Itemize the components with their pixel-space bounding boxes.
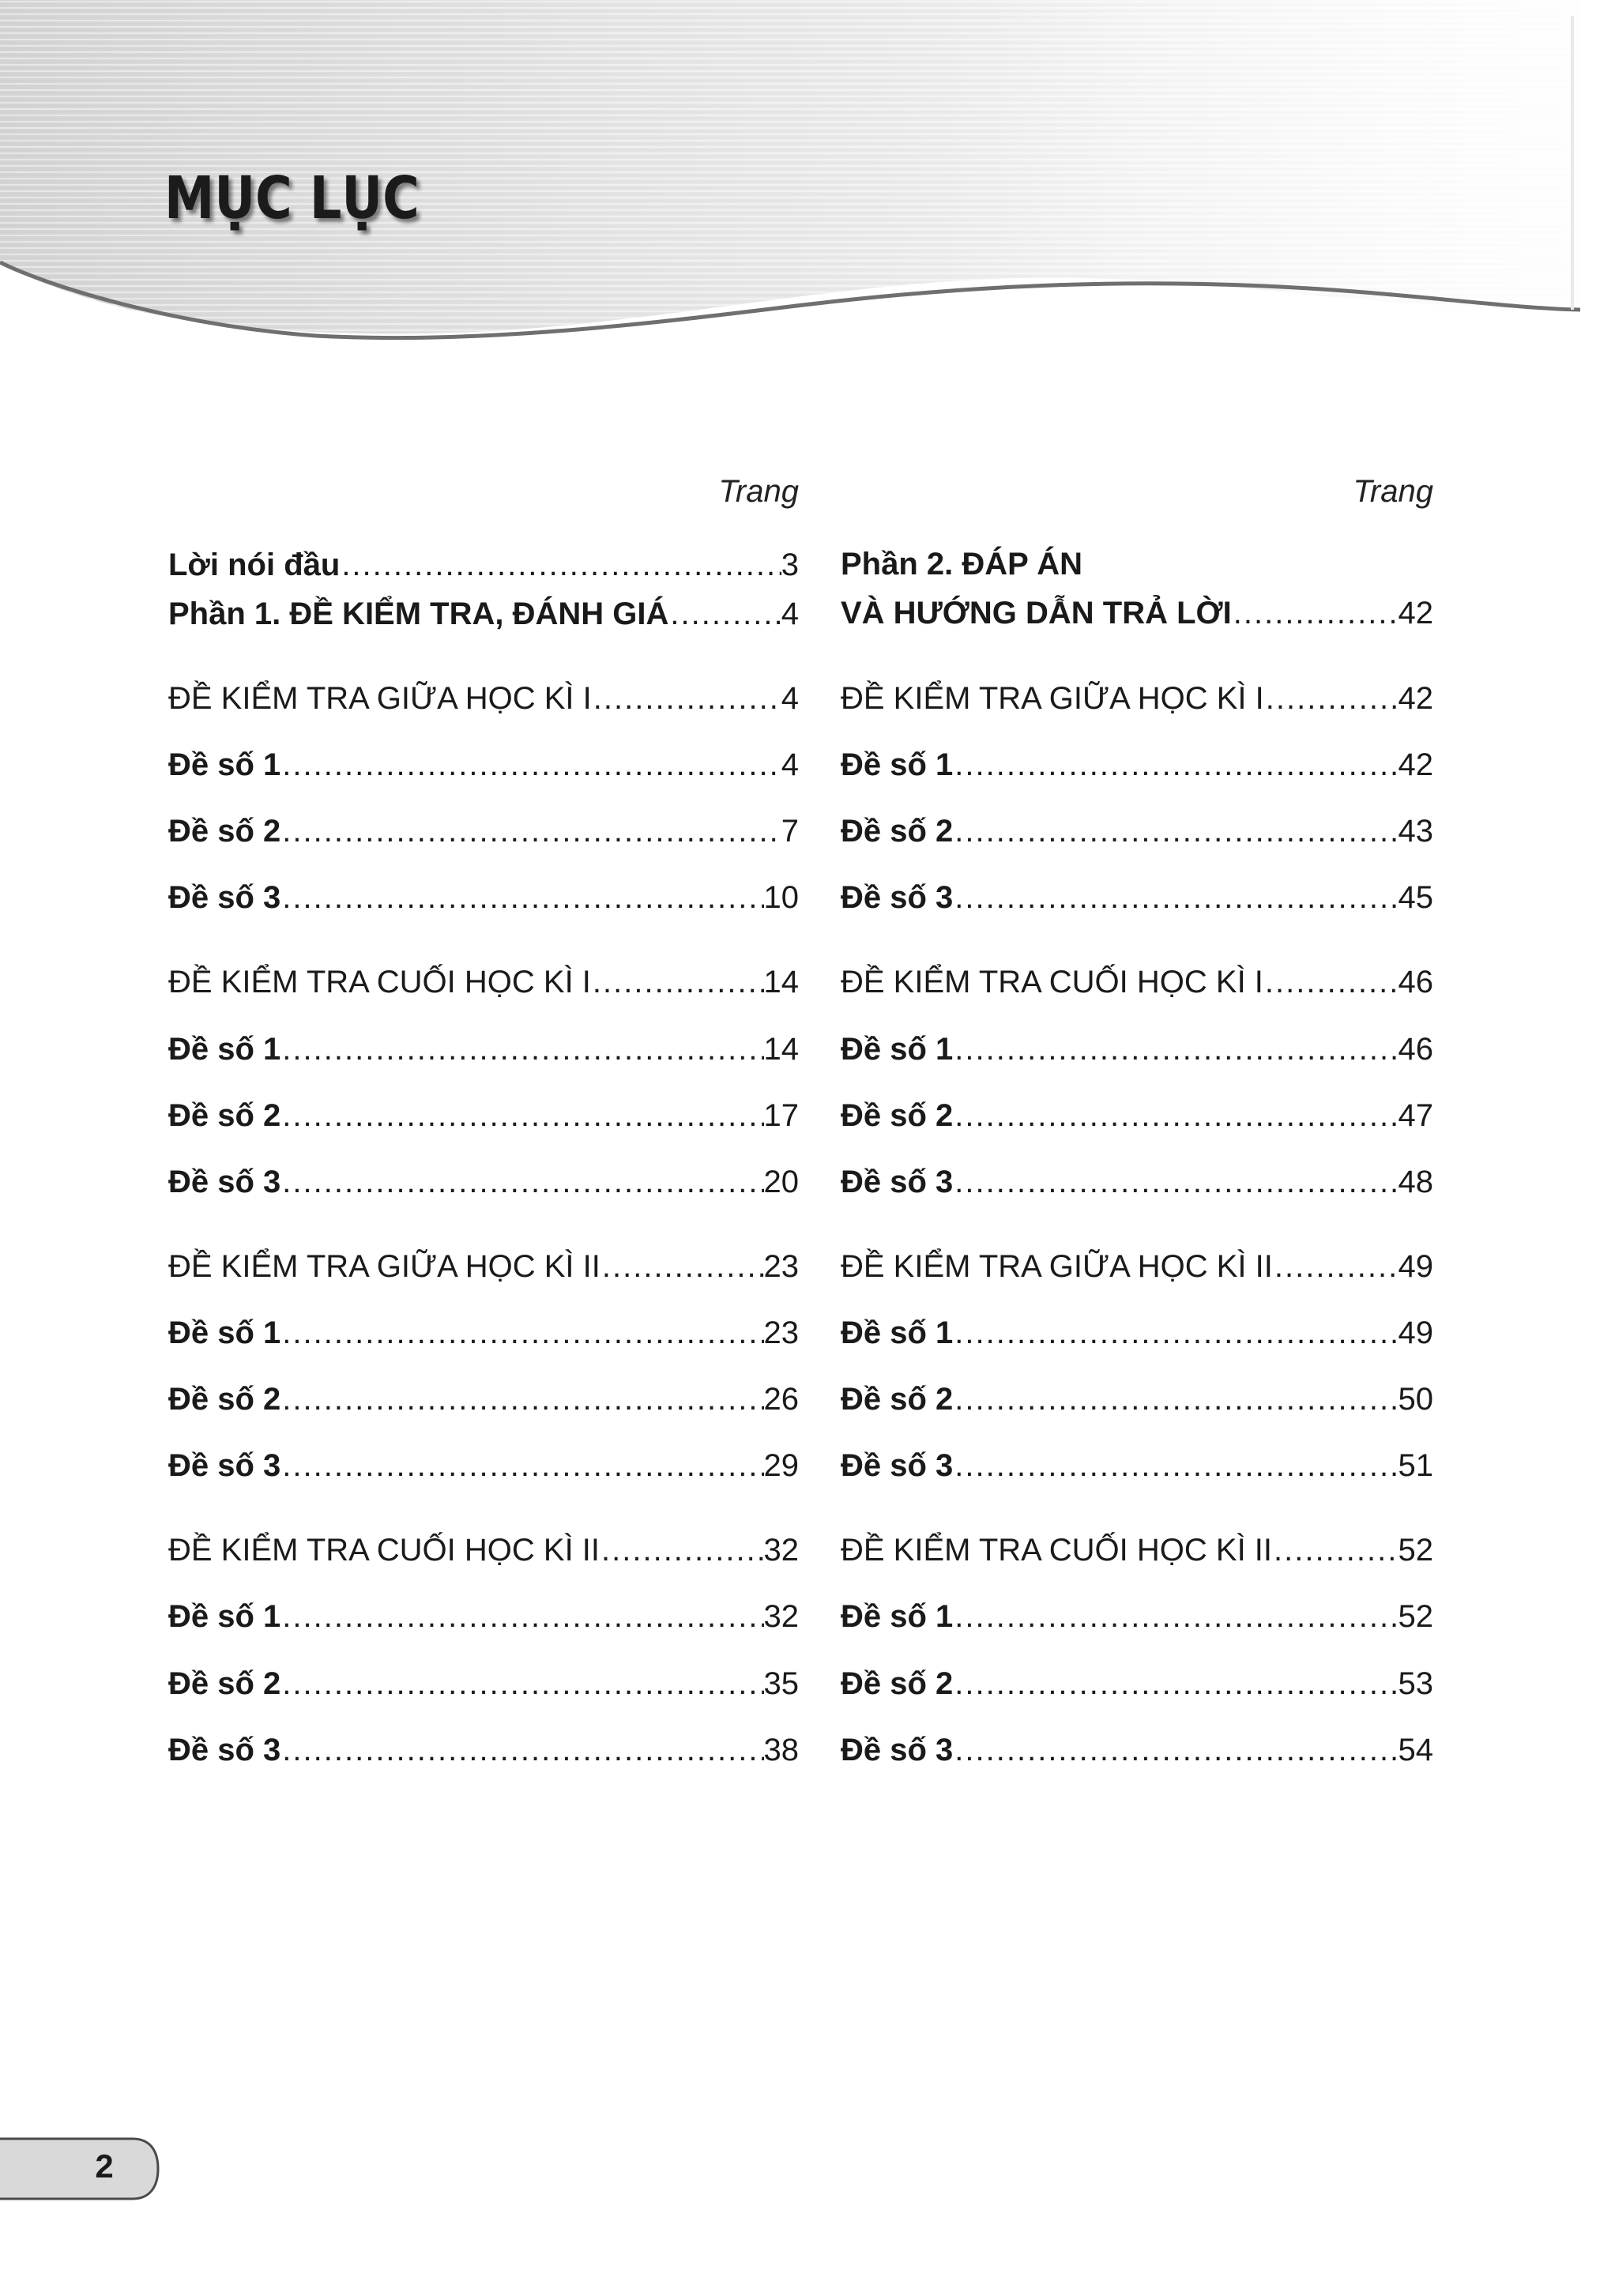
toc-entry-page: 52 xyxy=(1398,1599,1433,1634)
toc-entry-title: Đề số 3 xyxy=(168,1448,281,1483)
dot-leader xyxy=(280,1030,763,1068)
toc-entry-page: 47 xyxy=(1398,1098,1433,1133)
toc-entry-title: ĐỀ KIỂM TRA GIỮA HỌC KÌ II xyxy=(168,1249,600,1284)
toc-entry-title: VÀ HƯỚNG DẪN TRẢ LỜI xyxy=(841,596,1232,630)
toc-entry-page: 49 xyxy=(1398,1249,1433,1284)
dot-leader xyxy=(953,1314,1398,1352)
toc-entry xyxy=(168,1665,799,1703)
toc-entry-page: 4 xyxy=(781,681,799,716)
dot-leader xyxy=(953,1447,1398,1485)
toc-entry-page: 4 xyxy=(781,597,799,631)
toc-entry-page: 48 xyxy=(1398,1165,1433,1199)
toc-entry-title: ĐỀ KIỂM TRA CUỐI HỌC KÌ I xyxy=(841,965,1263,999)
dot-leader xyxy=(953,1598,1398,1635)
toc-entry-page: 35 xyxy=(763,1666,799,1701)
toc-entry-title: Đề số 3 xyxy=(168,1165,281,1199)
dot-leader xyxy=(953,1380,1398,1418)
toc-entry xyxy=(168,679,799,717)
dot-leader xyxy=(591,963,764,1001)
toc-entry xyxy=(168,1097,799,1135)
dot-leader xyxy=(953,812,1398,850)
dot-leader xyxy=(280,1598,763,1635)
toc-entry-page: 20 xyxy=(763,1165,799,1199)
toc-entry-title: ĐỀ KIỂM TRA CUỐI HỌC KÌ II xyxy=(841,1533,1273,1568)
toc-entry-title: ĐỀ KIỂM TRA GIỮA HỌC KÌ II xyxy=(841,1249,1273,1284)
toc-entry xyxy=(841,594,1433,632)
toc-entry-title: Đề số 1 xyxy=(168,747,281,782)
toc-entry-page: 26 xyxy=(763,1382,799,1417)
toc-entry xyxy=(841,1097,1433,1135)
toc-entry-title: ĐỀ KIỂM TRA CUỐI HỌC KÌ I xyxy=(168,965,591,999)
dot-leader xyxy=(280,1731,763,1769)
toc-entry-page: 14 xyxy=(763,1032,799,1067)
toc-entry-page: 17 xyxy=(763,1098,799,1133)
toc-entry-page: 38 xyxy=(763,1733,799,1767)
dot-leader xyxy=(953,1731,1398,1769)
toc-entry-title: Lời nói đầu xyxy=(168,548,341,582)
dot-leader xyxy=(953,879,1398,917)
toc-entry xyxy=(841,1248,1433,1285)
toc-entry xyxy=(841,1030,1433,1068)
dot-leader xyxy=(280,812,781,850)
toc-entry xyxy=(841,1163,1433,1201)
toc-entry-page: 3 xyxy=(781,548,799,582)
toc-entry-page: 53 xyxy=(1398,1666,1433,1701)
toc-entry-title: Đề số 3 xyxy=(168,1733,281,1767)
dot-leader xyxy=(592,679,781,717)
dot-leader xyxy=(280,1380,763,1418)
toc-entry-page: 32 xyxy=(763,1533,799,1568)
page-title: MỤC LỤC xyxy=(164,164,420,232)
toc-entry-title: Đề số 2 xyxy=(168,1382,281,1417)
toc-entry xyxy=(168,1030,799,1068)
toc-entry xyxy=(841,1380,1433,1418)
page-column-label: Trang xyxy=(718,474,799,509)
toc-entry-title: Đề số 2 xyxy=(841,1098,954,1133)
dot-leader xyxy=(1232,594,1399,632)
dot-leader xyxy=(280,1097,763,1135)
toc-entry-page: 50 xyxy=(1398,1382,1433,1417)
dot-leader xyxy=(1264,679,1399,717)
toc-entry xyxy=(841,812,1433,850)
toc-entry xyxy=(168,1447,799,1485)
dot-leader xyxy=(280,1163,763,1201)
toc-entry xyxy=(168,812,799,850)
toc-entry-page: 46 xyxy=(1398,965,1433,999)
dot-leader xyxy=(280,1447,763,1485)
toc-entry xyxy=(841,1598,1433,1635)
toc-entry xyxy=(168,1380,799,1418)
dot-leader xyxy=(1263,963,1399,1001)
toc-entry-title: Đề số 3 xyxy=(841,1165,954,1199)
dot-leader xyxy=(340,546,781,584)
toc-entry xyxy=(841,1314,1433,1352)
dot-leader xyxy=(1272,1531,1398,1569)
toc-entry xyxy=(168,963,799,1001)
toc-entry-page: 52 xyxy=(1398,1533,1433,1568)
toc-entry-title: Đề số 1 xyxy=(168,1599,281,1634)
toc-entry xyxy=(841,679,1433,717)
dot-leader xyxy=(953,1097,1398,1135)
toc-entry xyxy=(841,963,1433,1001)
toc-entry xyxy=(841,1531,1433,1569)
toc-entry-page: 42 xyxy=(1398,681,1433,716)
toc-entry xyxy=(168,1531,799,1569)
dot-leader xyxy=(1273,1248,1399,1285)
toc-entry xyxy=(168,1731,799,1769)
toc-entry-page: 10 xyxy=(763,880,799,915)
toc-entry xyxy=(168,546,799,584)
toc-entry xyxy=(168,1598,799,1635)
toc-entry-page: 4 xyxy=(781,747,799,782)
page-column-label: Trang xyxy=(1353,474,1433,509)
dot-leader xyxy=(280,1665,763,1703)
toc-entry-title: Đề số 3 xyxy=(841,1733,954,1767)
toc-entry-title: Đề số 1 xyxy=(841,1032,954,1067)
toc-entry xyxy=(168,746,799,784)
dot-leader xyxy=(280,746,781,784)
toc-entry-title: Đề số 3 xyxy=(841,1448,954,1483)
toc-entry-page: 14 xyxy=(763,965,799,999)
toc-entry-page: 29 xyxy=(763,1448,799,1483)
toc-entry-page: 43 xyxy=(1398,814,1433,849)
toc-entry-title: Đề số 2 xyxy=(168,814,281,849)
toc-entry-title: Đề số 1 xyxy=(168,1315,281,1350)
dot-leader xyxy=(953,1665,1398,1703)
toc-entry xyxy=(841,1447,1433,1485)
toc-entry-title: Phần 1. ĐỀ KIỂM TRA, ĐÁNH GIÁ xyxy=(168,597,669,631)
toc-entry xyxy=(168,1314,799,1352)
toc-entry-title: Đề số 1 xyxy=(168,1032,281,1067)
toc-entry xyxy=(841,1731,1433,1769)
toc-entry xyxy=(841,746,1433,784)
toc-entry-page: 32 xyxy=(763,1599,799,1634)
toc-entry-page: 51 xyxy=(1398,1448,1433,1483)
toc-entry-title: Đề số 2 xyxy=(168,1098,281,1133)
toc-entry xyxy=(168,1163,799,1201)
toc-entry-title: Đề số 3 xyxy=(841,880,954,915)
toc-entry-title: Đề số 1 xyxy=(841,1599,954,1634)
toc-entry-title: ĐỀ KIỂM TRA GIỮA HỌC KÌ I xyxy=(841,681,1264,716)
dot-leader xyxy=(953,746,1398,784)
toc-entry-title: Đề số 3 xyxy=(168,880,281,915)
toc-entry-page: 42 xyxy=(1398,747,1433,782)
page-number: 2 xyxy=(95,2147,114,2185)
toc-entry-page: 7 xyxy=(781,814,799,849)
toc-entry-page: 54 xyxy=(1398,1733,1433,1767)
toc-entry-title: Đề số 2 xyxy=(841,1666,954,1701)
dot-leader xyxy=(953,1163,1398,1201)
toc-entry xyxy=(168,879,799,917)
toc-entry-title: Đề số 1 xyxy=(841,1315,954,1350)
toc-entry-title: Đề số 1 xyxy=(841,747,954,782)
dot-leader xyxy=(600,1248,764,1285)
dot-leader xyxy=(953,1030,1398,1068)
toc-entry xyxy=(168,595,799,633)
dot-leader xyxy=(280,1314,763,1352)
dot-leader xyxy=(600,1531,763,1569)
toc-entry-title: ĐỀ KIỂM TRA GIỮA HỌC KÌ I xyxy=(168,681,592,716)
toc-entry xyxy=(841,879,1433,917)
toc-entry-page: 23 xyxy=(763,1315,799,1350)
toc-part2-heading: Phần 2. ĐÁP ÁN xyxy=(841,547,1082,582)
dot-leader xyxy=(668,595,781,633)
dot-leader xyxy=(280,879,763,917)
toc-entry-title: Đề số 2 xyxy=(168,1666,281,1701)
toc-entry xyxy=(168,1248,799,1285)
toc-entry-title: Đề số 2 xyxy=(841,814,954,849)
toc-entry-page: 46 xyxy=(1398,1032,1433,1067)
toc-entry-title: Đề số 2 xyxy=(841,1382,954,1417)
toc-entry-page: 23 xyxy=(763,1249,799,1284)
toc-entry xyxy=(841,1665,1433,1703)
toc-entry-page: 45 xyxy=(1398,880,1433,915)
toc-entry-title: ĐỀ KIỂM TRA CUỐI HỌC KÌ II xyxy=(168,1533,600,1568)
toc-entry-page: 42 xyxy=(1398,596,1433,630)
toc-entry-page: 49 xyxy=(1398,1315,1433,1350)
